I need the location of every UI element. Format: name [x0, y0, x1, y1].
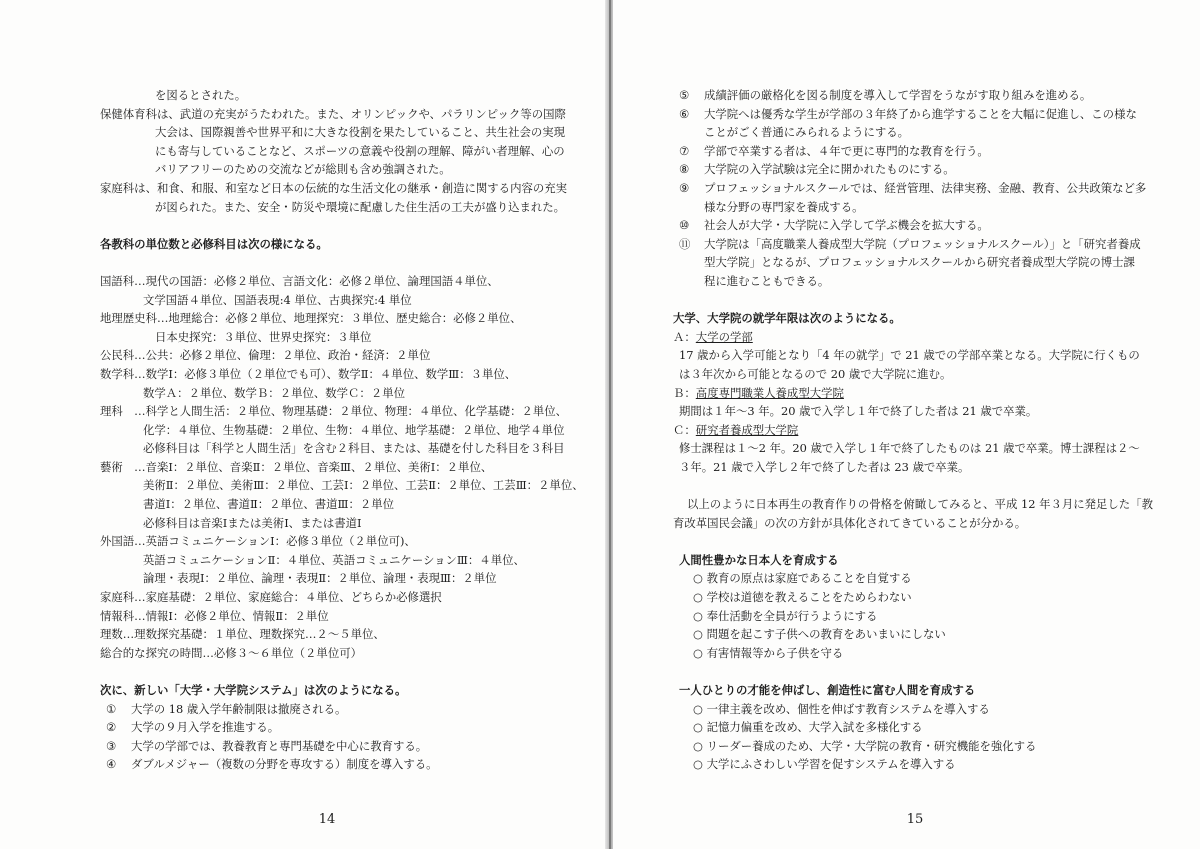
subject-line: 地理歴史科…地理総合：必修２単位、地理探究：３単位、歴史総合：必修２単位、	[100, 311, 522, 326]
policy-bullet: ○ 一律主義を改め、個性を伸ばす教育システムを導入する	[693, 701, 990, 716]
numbered-item: ① 大学の 18 歳入学年齢制限は撤廃される。	[106, 701, 347, 716]
circle-bullet-icon: ○	[693, 738, 703, 753]
body-line: が図られた。また、安全・防災や環境に配慮した住生活の工夫が盛り込まれた。	[155, 199, 566, 214]
body-line: 大会は、国際親善や世界平和に大きな役割を果たしていること、共生社会の実現	[155, 125, 566, 140]
subject-line: 必修科目は「科学と人間生活」を含む２科目、または、基礎を付した科目を３科目	[143, 441, 565, 456]
years-label: Ｂ：高度専門職業人養成型大学院	[673, 385, 844, 400]
years-label: Ｃ：研究者養成型大学院	[673, 422, 799, 437]
right-page	[613, 0, 1200, 849]
section-heading-units: 各教科の単位数と必修科目は次の様になる。	[100, 236, 328, 251]
circle-bullet-icon: ○	[693, 571, 703, 586]
policy-bullet: ○ 学校は道徳を教えることをためらわない	[693, 590, 912, 605]
policy-bullet: ○ 奉仕活動を全員が行うようにする	[693, 608, 878, 623]
right-page-body	[673, 86, 1153, 774]
body-line: バリアフリーのための交流などが総則も含め強調された。	[155, 162, 451, 177]
subject-line: 家庭科…家庭基礎：２単位、家庭総合：４単位、どちらか必修選択	[100, 590, 442, 605]
gutter-line	[609, 0, 611, 849]
policy-bullet: ○ 教育の原点は家庭であることを自覚する	[693, 571, 912, 586]
subject-line: 総合的な探究の時間…必修３～６単位（２単位可）	[100, 645, 362, 660]
policy-bullet: ○ 有害情報等から子供を守る	[693, 645, 844, 660]
numbered-item: ⑥ 大学院へは優秀な学生が学部の３年終了から進学することを大幅に促進し、この様な	[679, 106, 1137, 121]
numbered-item: ⑩ 社会人が大学・大学院に入学して学ぶ機会を拡大する。	[679, 218, 989, 233]
subject-line: 英語コミュニケーションⅡ：４単位、英語コミュニケーションⅢ：４単位、	[143, 552, 525, 567]
circle-bullet-icon: ○	[693, 590, 703, 605]
circle-bullet-icon: ○	[693, 608, 703, 623]
subject-line: 公民科…公共：必修２単位、倫理：２単位、政治・経済：２単位	[100, 348, 431, 363]
policy-bullet: ○ 大学にふさわしい学習を促すシステムを導入する	[693, 757, 956, 772]
numbered-item: ⑤ 成績評価の厳格化を図る制度を導入して学習をうながす取り組みを進める。	[679, 88, 1092, 102]
years-line: 期間は１年～3 年。20 歳で入学し１年で終了した者は 21 歳で卒業。	[679, 404, 1038, 419]
subject-line: 国語科…現代の国語：必修２単位、言語文化：必修２単位、論理国語４単位、	[100, 273, 499, 288]
body-line: を図るとされた。	[155, 88, 247, 102]
numbered-item: ② 大学の９月入学を推進する。	[106, 720, 280, 735]
numbered-item: ③ 大学の学部では、教養教育と専門基礎を中心に教育する。	[106, 738, 428, 753]
years-line: 修士課程は１～2 年。20 歳で入学し１年で終了したものは 21 歳で卒業。博士課程は２～	[679, 441, 1140, 456]
subject-line: 美術Ⅱ：２単位、美術Ⅲ：２単位、工芸Ⅰ：２単位、工芸Ⅱ：２単位、工芸Ⅲ：２単位、	[143, 478, 584, 493]
subject-line: 外国語…英語コミュニケーションⅠ：必修３単位（２単位可)、	[100, 534, 416, 549]
years-line: 17 歳から入学可能となり「4 年の就学」で 21 歳での学部卒業となる。大学院に行くもの	[679, 348, 1140, 363]
numbered-item: ⑨ プロフェッショナルスクールでは、経営管理、法律実務、金融、教育、公共政策など多	[679, 180, 1147, 195]
circle-bullet-icon: ○	[693, 645, 703, 660]
subject-line: 化学：４単位、生物基礎：２単位、生物：４単位、地学基礎：２単位、地学４単位	[143, 422, 565, 437]
subject-line: 日本史探究：３単位、世界史探究：３単位	[155, 329, 372, 344]
years-label: Ａ：大学の学部	[673, 329, 753, 344]
policy-bullet: ○ 問題を起こす子供への教育をあいまいにしない	[693, 627, 946, 642]
policy-bullet: ○ リーダー養成のため、大学・大学院の教育・研究機能を強化する	[693, 738, 1037, 753]
subject-line: 情報科…情報Ⅰ：必修２単位、情報Ⅱ：２単位	[100, 608, 329, 623]
years-line: は３年次から可能となるので 20 歳で大学院に進む。	[679, 366, 952, 381]
left-page-body	[100, 86, 584, 774]
summary-line: 育改革国民会議」の次の方針が具体化されてきていることが分かる。	[673, 515, 1027, 530]
circle-bullet-icon: ○	[693, 701, 703, 716]
subject-line: 理科 …科学と人間生活：２単位、物理基礎：２単位、物理：４単位、化学基礎：２単位、	[100, 404, 568, 419]
subject-line: 論理・表現Ⅰ：２単位、論理・表現Ⅱ：２単位、論理・表現Ⅲ：２単位	[143, 571, 497, 586]
circle-bullet-icon: ○	[693, 757, 703, 772]
page-number-left: 14	[318, 812, 336, 827]
numbered-item: ⑧ 大学院の入学試験は完全に開かれたものにする。	[679, 162, 955, 177]
section-heading-years: 大学、大学院の就学年限は次のようになる。	[673, 311, 901, 326]
numbered-item: ④ ダブルメジャー（複数の分野を専攻する）制度を導入する。	[106, 757, 438, 772]
numbered-item-cont: 型大学院」となるが、プロフェッショナルスクールから研究者養成型大学院の博士課	[704, 255, 1135, 270]
subject-line: 必修科目は音楽Ⅰまたは美術Ⅰ、または書道Ⅰ	[143, 515, 362, 530]
section-heading-system: 次に、新しい「大学・大学院システム」は次のようになる。	[100, 683, 407, 697]
summary-line: 以上のように日本再生の教育作りの骨格を俯瞰してみると、平成 12 年３月に発足した「教	[687, 497, 1153, 512]
circle-bullet-icon: ○	[693, 720, 703, 735]
page-number-right: 15	[906, 812, 924, 827]
body-line: 保健体育科は、武道の充実がうたわれた。また、オリンピックや、パラリンピック等の国際	[100, 106, 566, 121]
body-line: にも寄与していることなど、スポーツの意義や役割の理解、障がい者理解、心の	[155, 143, 565, 158]
subject-line: 藝術 …音楽Ⅰ：２単位、音楽Ⅱ：２単位、音楽Ⅲ、２単位、美術Ⅰ：２単位、	[100, 459, 493, 474]
years-line: ３年。21 歳で入学し２年で終了した者は 23 歳で卒業。	[679, 459, 970, 474]
subject-line: 数学Ａ：２単位、数学Ｂ：２単位、数学Ｃ：２単位	[143, 385, 405, 400]
numbered-item: ⑪ 大学院は「高度職業人養成型大学院（プロフェッショナルスクール）」と「研究者養成	[679, 236, 1141, 251]
numbered-item: ⑦ 学部で卒業する者は、４年で更に専門的な教育を行う。	[679, 143, 989, 158]
policy-heading: 一人ひとりの才能を伸ばし、創造性に富む人間を育成する	[679, 683, 976, 697]
circle-bullet-icon: ○	[693, 627, 703, 642]
subject-line: 文学国語４単位、国語表現:4 単位、古典探究:4 単位	[143, 292, 412, 307]
numbered-item-cont: 程に進むこともできる。	[704, 273, 830, 288]
numbered-item-cont: 様な分野の専門家を養成する。	[704, 199, 864, 214]
policy-heading: 人間性豊かな日本人を育成する	[679, 552, 839, 567]
numbered-item-cont: ことがごく普通にみられるようにする。	[704, 125, 910, 140]
body-line: 家庭科は、和食、和服、和室など日本の伝統的な生活文化の継承・創造に関する内容の充実	[100, 180, 568, 195]
subject-line: 書道Ⅰ：２単位、書道Ⅱ：２単位、書道Ⅲ：２単位	[143, 497, 395, 512]
subject-line: 数学科…数学Ⅰ：必修３単位（２単位でも可）、数学Ⅱ：４単位、数学Ⅲ：３単位、	[100, 366, 517, 381]
subject-line: 理数…理数探究基礎：１単位、理数探究…２～５単位、	[100, 627, 385, 642]
policy-bullet: ○ 記憶力偏重を改め、大学入試を多様化する	[693, 720, 923, 735]
